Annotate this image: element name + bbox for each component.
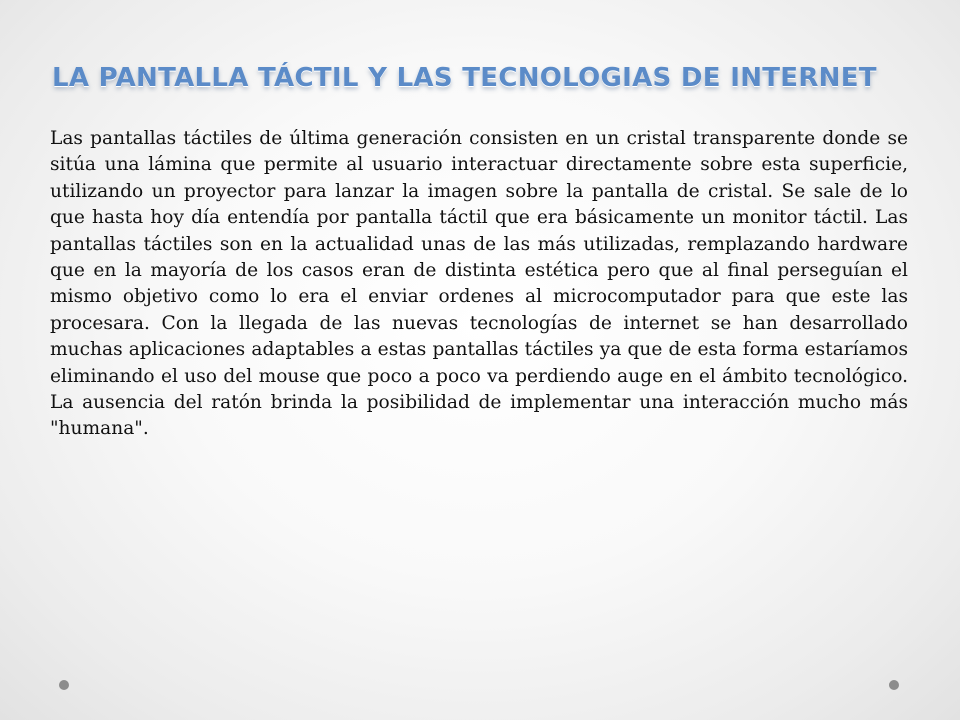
slide-title: LA PANTALLA TÁCTIL Y LAS TECNOLOGIAS DE INTERNET bbox=[52, 63, 877, 93]
decorative-dot-right bbox=[889, 680, 899, 690]
slide-body-text: Las pantallas táctiles de última generación consisten en un cristal transparente donde se sitúa una lámina que permite al usuario interactuar directamente sobre esta superficie, utilizando un proyector para lanzar la imagen sobre la pantalla de cristal. Se sale de lo que hasta hoy día entendía por pantalla táctil que era básicamente un monitor táctil. Las pantallas táctiles son en la actualidad unas de las más utilizadas, remplazando hardware que en la mayoría de los casos eran de distinta estética pero que al final perseguían el mismo objetivo como lo era el enviar ordenes al microcomputador para que este las procesara. Con la llegada de las nuevas tecnologías de internet se han desarrollado muchas aplicaciones adaptables a estas pantallas táctiles ya que de esta forma estaríamos eliminando el uso del mouse que poco a poco va perdiendo auge en el ámbito tecnológico. La ausencia del ratón brinda la posibilidad de implementar una interacción mucho más "humana". bbox=[50, 128, 908, 440]
decorative-dot-left bbox=[59, 680, 69, 690]
